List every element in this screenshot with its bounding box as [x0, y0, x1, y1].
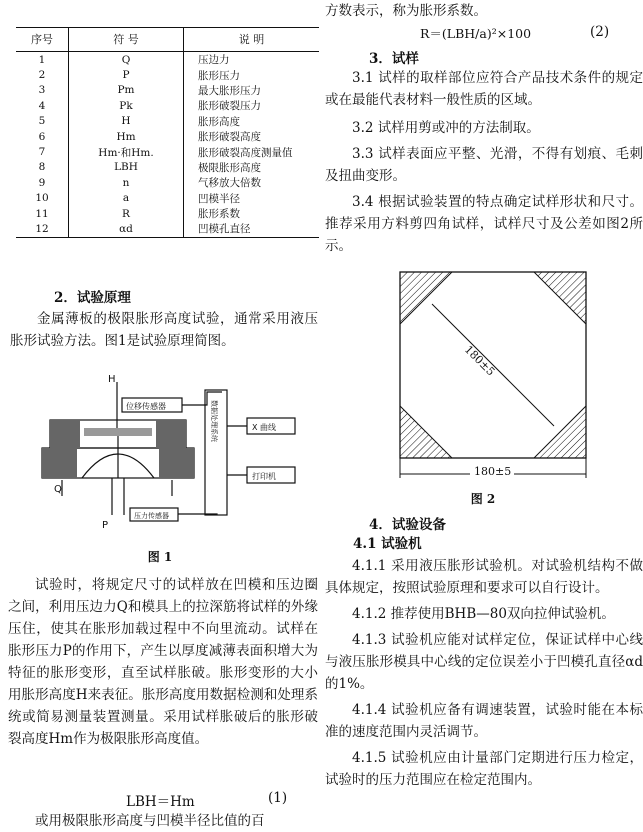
- table-cell: a: [69, 191, 184, 206]
- table-cell: 凹模孔直径: [184, 221, 320, 237]
- para-4-1-3: 4.1.3 试验机应能对试样定位，保证试样中心线与液压胀形模具中心线的定位误差小于凹模孔直径αd的1%。: [325, 632, 643, 692]
- table-cell: n: [69, 175, 184, 190]
- table-cell: 6: [16, 129, 69, 144]
- label-p: P: [102, 520, 109, 531]
- ratio-paragraph: 或用极限胀形高度与凹模半径比值的百: [35, 813, 265, 829]
- table-cell: 1: [16, 52, 69, 68]
- table-row: [16, 160, 319, 175]
- table-cell: 5: [16, 114, 69, 129]
- label-h: H: [108, 374, 116, 385]
- figure-2-diagram: [392, 266, 592, 488]
- table-cell: 凹模半径: [198, 192, 240, 205]
- table-cell: 气移放大倍数: [198, 177, 261, 190]
- table-cell: H: [69, 114, 184, 129]
- table-cell: Pm: [69, 83, 184, 98]
- table-row: [16, 221, 319, 237]
- table-cell: 胀形压力: [198, 69, 240, 82]
- label-processing-system: 数据处理系统: [210, 400, 218, 442]
- symbol-table: [16, 27, 319, 238]
- table-cell: Q: [69, 52, 184, 68]
- table-header-row: [16, 27, 319, 52]
- table-row: [16, 191, 319, 206]
- table-cell: 7: [16, 144, 69, 159]
- table-cell: 8: [16, 160, 69, 175]
- figure-2-width-label: 180±5: [474, 465, 512, 478]
- table-row: [16, 83, 319, 98]
- table-header: 符 号: [69, 27, 184, 52]
- section-3-title: 3．试样: [369, 51, 419, 67]
- table-cell: 4: [16, 98, 69, 113]
- table-cell: 胀形系数: [198, 208, 240, 221]
- table-cell: LBH: [69, 160, 184, 175]
- figure-2-diagonal-label: 180±5: [461, 342, 498, 379]
- label-displacement-sensor: 位移传感器: [126, 402, 166, 411]
- section-2-paragraph: 金属薄板的极限胀形高度试验，通常采用液压胀形试验方法。图1是试验原理简图。: [10, 311, 318, 349]
- table-cell: 9: [16, 175, 69, 190]
- para-3-4: 3.4 根据试验装置的特点确定试样形状和尺寸。推荐采用方料剪四角试样，试样尺寸及公差如图2所示。: [325, 194, 643, 254]
- table-cell: 胀形破裂压力: [198, 100, 261, 113]
- equation-2: R＝(LBH/a)²×100: [420, 26, 532, 41]
- table-cell: 11: [16, 206, 69, 221]
- table-row: [16, 52, 319, 68]
- table-header: 说 明: [184, 27, 320, 52]
- table-header: 序号: [16, 27, 69, 52]
- table-cell: 极限胀形高度: [198, 161, 261, 174]
- table-cell: Pk: [69, 98, 184, 113]
- test-procedure-paragraph: 试验时，将规定尺寸的试样放在凹模和压边圈之间，利用压边力Q和模具上的拉深筋将试样的外缘压住，使其在胀形加载过程中不向里流动。试样在胀形压力P的作用下，产生以厚度减薄表面积增大为特征的胀形变形，直至试样胀破。胀形变形的大小用胀形高度H来表征。胀形高度用数据检测和处理系统或简易测量装置测量。采用试样胀破后的胀形破裂高度Hm作为极限胀形高度值。: [8, 577, 318, 747]
- table-cell: R: [69, 206, 184, 221]
- section-2-title: 2．试验原理: [54, 290, 131, 306]
- figure-1-caption: 图 1: [147, 550, 173, 564]
- label-pressure-sensor: 压力传感器: [134, 512, 169, 520]
- table-row: [16, 67, 319, 82]
- table-cell: 压边力: [198, 54, 230, 67]
- para-4-1-4: 4.1.4 试验机应备有调速装置，试验时能在本标准的速度范围内灵活调节。: [325, 702, 643, 740]
- para-4-1-1: 4.1.1 采用液压胀形试验机。对试验机结构不做具体规定，按照试验原理和要求可以自行设计。: [325, 558, 643, 596]
- table-row: [16, 98, 319, 113]
- label-printer: 打印机: [252, 472, 276, 481]
- table-row: [16, 175, 319, 190]
- table-row: [16, 129, 319, 144]
- table-cell: 2: [16, 67, 69, 82]
- label-q: Q: [54, 484, 62, 495]
- para-4-1-5: 4.1.5 试验机应由计量部门定期进行压力检定，试验时的压力范围应在检定范围内。: [325, 750, 643, 788]
- table-cell: 3: [16, 83, 69, 98]
- table-cell: P: [69, 67, 184, 82]
- table-row: [16, 114, 319, 129]
- section-4-title: 4．试验设备: [369, 517, 446, 533]
- para-3-2: 3.2 试样用剪或冲的方法制取。: [352, 120, 540, 136]
- table-row: [16, 144, 319, 159]
- table-cell: Hm: [69, 129, 184, 144]
- section-4-1-title: 4.1 试验机: [353, 536, 422, 552]
- equation-1: LBH＝Hm: [126, 794, 195, 810]
- para-4-1-2: 4.1.2 推荐使用BHB—80双向拉伸试验机。: [352, 606, 615, 622]
- para-3-3: 3.3 试样表面应平整、光滑，不得有划痕、毛刺及扭曲变形。: [325, 146, 643, 184]
- table-cell: 胀形破裂高度测量值: [198, 146, 293, 159]
- table-cell: 10: [16, 191, 69, 206]
- table-cell: 胀形高度: [198, 115, 240, 128]
- coefficient-sentence: 方数表示，称为胀形系数。: [325, 3, 487, 19]
- equation-2-number: (2): [590, 24, 610, 40]
- table-cell: 最大胀形压力: [198, 84, 261, 97]
- label-x-plotter: X 曲线: [252, 423, 277, 432]
- table-row: [16, 206, 319, 221]
- equation-1-number: (1): [268, 790, 288, 806]
- para-3-1: 3.1 试样的取样部位应符合产品技术条件的规定或在最能代表材料一般性质的区域。: [325, 70, 643, 108]
- figure-2-caption: 图 2: [470, 492, 496, 506]
- table-cell: 12: [16, 221, 69, 237]
- figure-1-diagram: [22, 370, 322, 535]
- table-cell: Hm·和Hm.: [69, 144, 184, 159]
- table-cell: 胀形破裂高度: [198, 131, 261, 144]
- table-cell: αd: [69, 221, 184, 237]
